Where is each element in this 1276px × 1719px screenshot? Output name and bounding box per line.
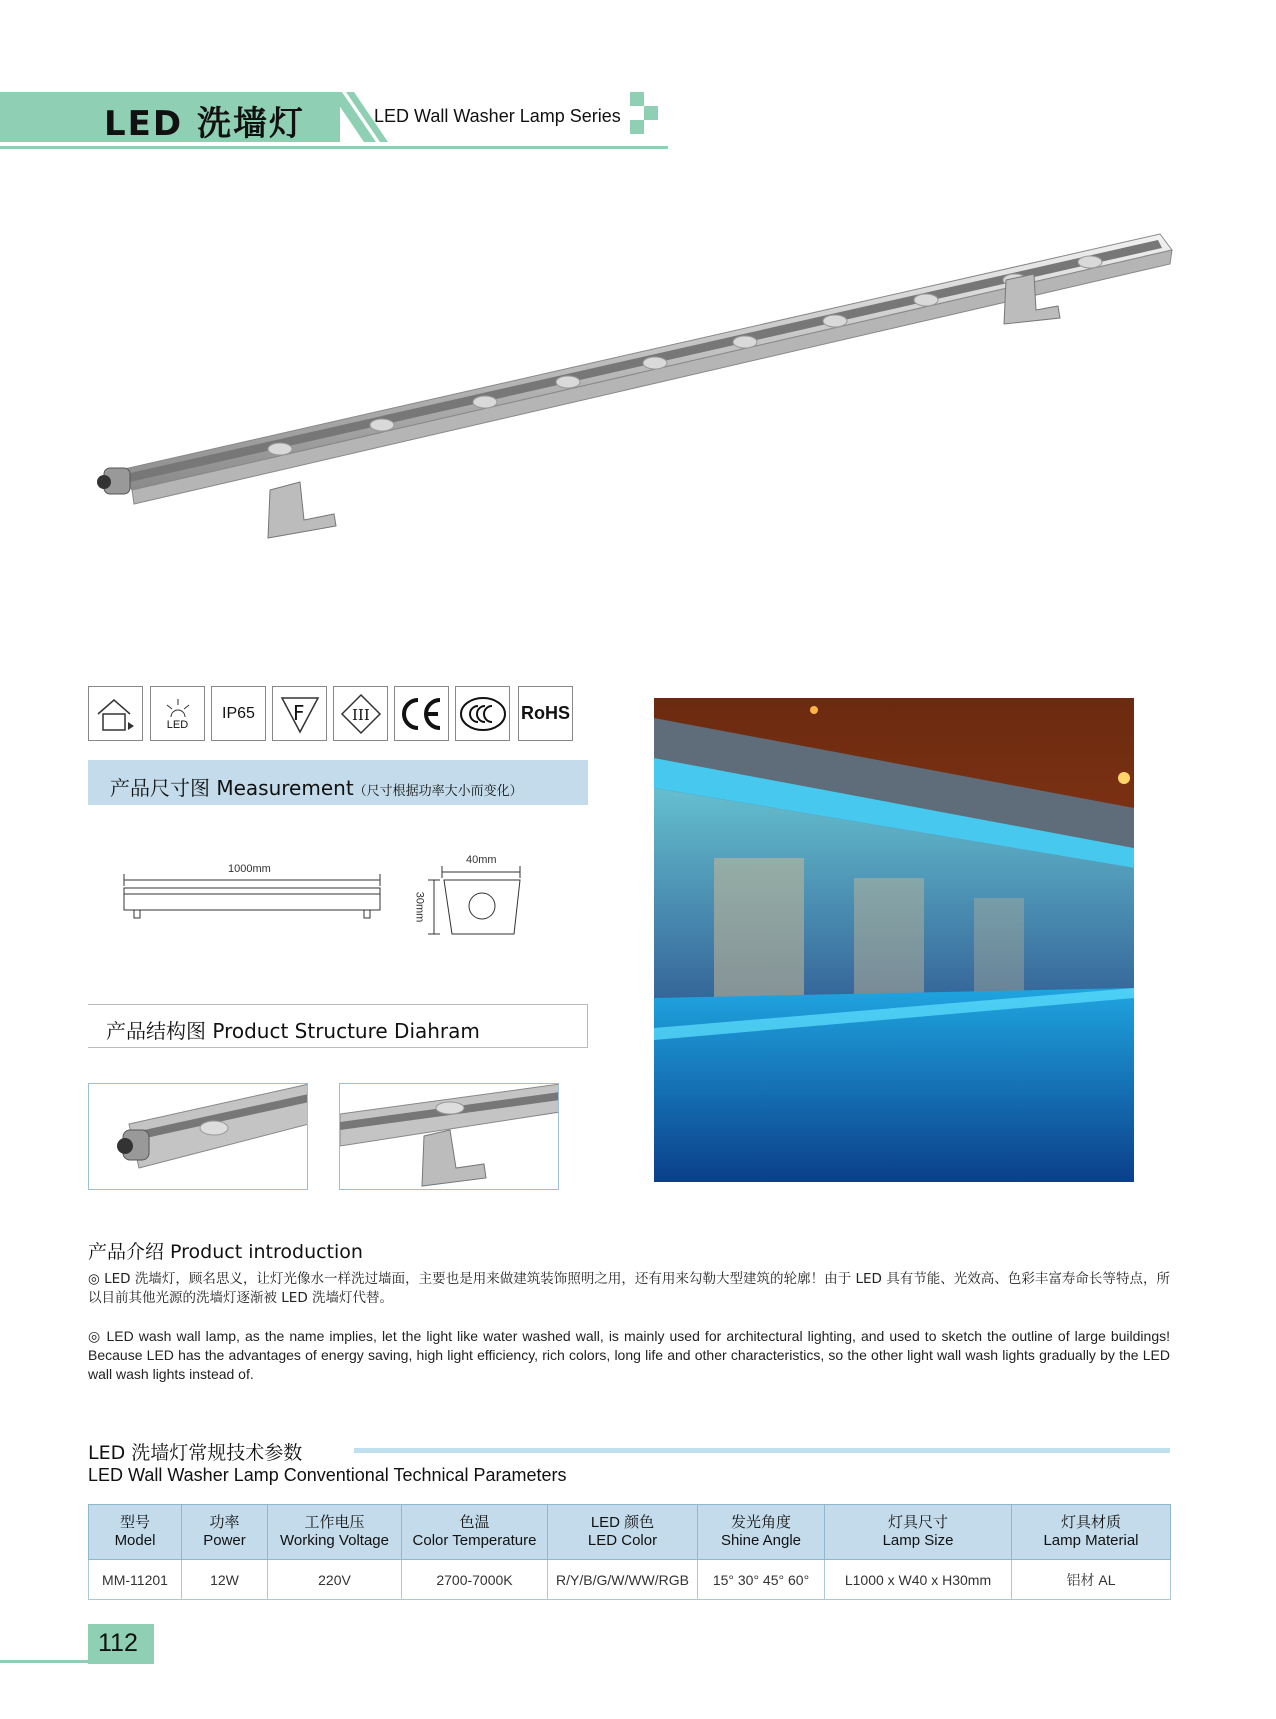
ce-mark xyxy=(394,686,449,741)
header-voltage: 工作电压 Working Voltage xyxy=(268,1505,402,1560)
led-icon: LED xyxy=(150,686,205,741)
params-rule xyxy=(354,1448,1170,1453)
page-title: LED 洗墙灯 xyxy=(104,104,305,144)
cell-voltage: 220V xyxy=(268,1560,402,1600)
length-label: 1000mm xyxy=(228,863,271,875)
params-title-cn: LED 洗墙灯常规技术参数 xyxy=(88,1442,303,1464)
header-model: 型号 Model xyxy=(89,1505,182,1560)
height-label: 30mm xyxy=(413,891,426,923)
class-iii-icon xyxy=(333,686,388,741)
header-shine-angle: 发光角度 Shine Angle xyxy=(698,1505,825,1560)
page-number: 112 xyxy=(98,1629,138,1657)
header-lamp-material: 灯具材质 Lamp Material xyxy=(1012,1505,1171,1560)
structure-title: 产品结构图 Product Structure Diahram xyxy=(106,1019,480,1043)
cell-shine-angle: 15° 30° 45° 60° xyxy=(698,1560,825,1600)
table-row xyxy=(89,1560,1171,1600)
intro-paragraph-en: ◎ LED wash wall lamp, as the name implies, let the light like water washed wall, is mainly used for architectural lighting, and used to sketch the outline of large buildings! Because LED has the advantages of energy saving, high light efficiency, rich colors, long life and other characteristics, so the other light wall wash lights gradually by the LED wall wash lights instead of. xyxy=(88,1328,1170,1382)
params-title-en: LED Wall Washer Lamp Conventional Technical Parameters xyxy=(88,1465,567,1485)
params-table xyxy=(88,1504,1171,1600)
measurement-note: （尺寸根据功率大小而变化） xyxy=(353,784,523,799)
f-mark-icon xyxy=(272,686,327,741)
structure-detail-end xyxy=(88,1083,308,1190)
cell-model: MM-11201 xyxy=(89,1560,182,1600)
cell-power: 12W xyxy=(182,1560,268,1600)
ip65-badge: IP65 xyxy=(211,686,266,741)
page-subtitle: LED Wall Washer Lamp Series xyxy=(374,106,621,126)
header-led-color: LED 颜色 LED Color xyxy=(548,1505,698,1560)
header-color-temp: 色温 Color Temperature xyxy=(402,1505,548,1560)
footer-rule xyxy=(0,1660,154,1663)
rohs-badge: RoHS xyxy=(518,686,573,741)
svg-text:III: III xyxy=(351,705,370,724)
table-header-row xyxy=(89,1505,1171,1560)
intro-title: 产品介绍 Product introduction xyxy=(88,1241,363,1263)
structure-detail-bracket xyxy=(339,1083,559,1190)
dimension-drawing xyxy=(110,850,530,940)
cell-lamp-material: 铝材 AL xyxy=(1012,1560,1171,1600)
header-power: 功率 Power xyxy=(182,1505,268,1560)
house-icon xyxy=(88,686,143,741)
cell-led-color: R/Y/B/G/W/WW/RGB xyxy=(548,1560,698,1600)
header-rule xyxy=(0,146,668,149)
header-lamp-size: 灯具尺寸 Lamp Size xyxy=(825,1505,1012,1560)
product-image xyxy=(90,220,1180,560)
width-label: 40mm xyxy=(466,854,497,866)
cell-color-temp: 2700-7000K xyxy=(402,1560,548,1600)
svg-text:F: F xyxy=(292,700,305,725)
ccc-mark xyxy=(455,686,510,741)
intro-paragraph-cn: ◎ LED 洗墙灯，顾名思义，让灯光像水一样洗过墙面，主要也是用来做建筑装饰照明之用，还有用来勾勒大型建筑的轮廓！由于 LED 具有节能、光效高、色彩丰富寿命长等特点，所以目前其他光源的洗墙灯逐渐被 LED 洗墙灯代替。 xyxy=(88,1271,1170,1306)
measurement-title: 产品尺寸图 Measurement（尺寸根据功率大小而变化） xyxy=(110,776,523,800)
cell-lamp-size: L1000 x W40 x H30mm xyxy=(825,1560,1012,1600)
application-photo xyxy=(654,698,1134,1182)
